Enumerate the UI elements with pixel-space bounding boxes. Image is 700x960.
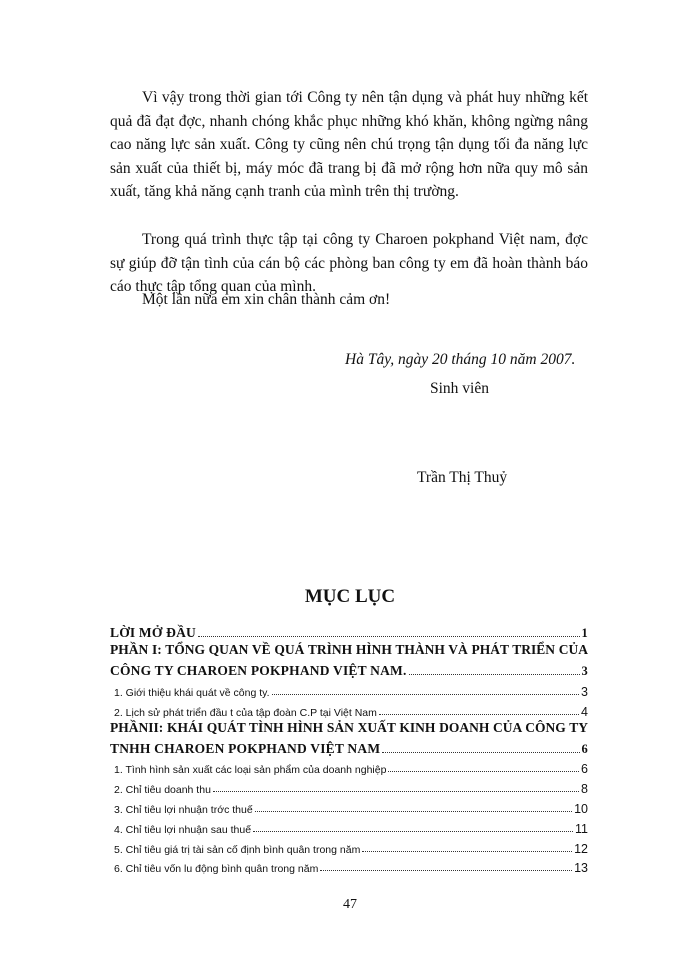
toc-part1-heading: PHẦN I: TỔNG QUAN VỀ QUÁ TRÌNH HÌNH THÀNH VÀ PHÁT TRIỂN CỦA — [110, 642, 588, 657]
toc-entry-text: 1. Tình hình sản xuất các loại sản phẩm của doanh nghiệp — [114, 764, 387, 777]
toc-entry-page: 13 — [574, 861, 588, 876]
toc-leader — [379, 714, 579, 715]
toc-entry-page: 6 — [581, 741, 588, 756]
toc-leader — [272, 694, 580, 695]
toc-entry-text: 5. Chỉ tiêu giá trị tài sản cố định bình quân trong năm — [114, 843, 361, 856]
toc-entry — [110, 816, 588, 836]
toc-entry-page: 10 — [574, 801, 588, 816]
toc-leader — [213, 791, 579, 792]
toc-entry-page: 6 — [581, 762, 588, 777]
toc-leader — [388, 771, 579, 772]
table-of-contents — [110, 621, 588, 875]
toc-entry — [110, 796, 588, 816]
toc-leader — [362, 851, 572, 852]
toc-entry — [110, 699, 588, 719]
toc-entry-page: 12 — [574, 841, 588, 856]
toc-entry-text: 6. Chỉ tiêu vốn lu động bình quân trong năm — [114, 863, 319, 876]
toc-entry-text: CÔNG TY CHAROEN POKPHAND VIỆT NAM. — [110, 663, 407, 678]
toc-part2-heading: PHẦNII: KHÁI QUÁT TÌNH HÌNH SẢN XUẤT KINH DOANH CỦA CÔNG TY — [110, 719, 588, 735]
toc-entry — [110, 776, 588, 796]
thanks-paragraph: Một lần nữa em xin chân thành cảm ơn! — [142, 291, 391, 308]
toc-entry-page: 4 — [581, 704, 588, 719]
signature-name: Trần Thị Thuỷ — [417, 469, 508, 486]
toc-entry-page: 11 — [575, 821, 588, 836]
toc-entry — [110, 836, 588, 856]
signature-role: Sinh viên — [430, 380, 489, 397]
toc-leader — [409, 674, 580, 675]
toc-entry-text: 2. Chỉ tiêu doanh thu — [114, 784, 211, 797]
toc-entry-text: 1. Giới thiệu khái quát về công ty. — [114, 686, 270, 699]
toc-part2-heading-cont — [110, 736, 588, 757]
toc-entry-text: TNHH CHAROEN POKPHAND VIỆT NAM — [110, 740, 381, 756]
place-date: Hà Tây, ngày 20 tháng 10 năm 2007. — [345, 351, 576, 368]
toc-leader — [320, 870, 572, 871]
toc-entry-page: 3 — [581, 684, 588, 699]
toc-entry-text: 4. Chỉ tiêu lợi nhuận sau thuế — [114, 823, 252, 836]
toc-title: MỤC LỤC — [304, 586, 396, 607]
toc-entry-page: 3 — [581, 664, 588, 678]
toc-entry-text: LỜI MỞ ĐẦU — [110, 625, 196, 640]
toc-leader — [382, 752, 579, 753]
toc-entry-page: 8 — [581, 782, 588, 797]
toc-entry-page: 1 — [581, 626, 588, 640]
toc-entry-text: 3. Chỉ tiêu lợi nhuận trớc thuế — [114, 803, 253, 816]
toc-entry — [110, 856, 588, 876]
toc-entry — [110, 757, 588, 777]
toc-leader — [255, 811, 572, 812]
toc-leader — [198, 636, 580, 637]
conclusion-paragraph-1: Vì vậy trong thời gian tới Công ty nên tận dụng và phát huy những kết quả đã đạt đợc, nhanh chóng khắc phục những khó khăn, không ngừng nâng cao năng lực sản xuất. Công ty cũng nên chú trọng tận dụng tối đa năng lực sản xuất của thiết bị, máy móc đã trang bị đã mở rộng hơn nữa quy mô sản xuất, tăng khả năng cạnh tranh của mình trên thị trường. — [110, 89, 588, 200]
toc-entry-text: 2. Lịch sử phát triển đầu t của tập đoàn C.P tại Việt Nam — [114, 706, 377, 719]
toc-part1-heading-cont — [110, 658, 588, 679]
toc-entry — [110, 679, 588, 699]
page-number: 47 — [343, 897, 357, 912]
conclusion-paragraph-2: Trong quá trình thực tập tại công ty Charoen pokphand Việt nam, đợc sự giúp đỡ tận tình của cán bộ các phòng ban công ty em đã hoàn thành báo cáo thực tập tổng quan của mình. — [110, 231, 588, 295]
toc-entry-intro — [110, 621, 588, 641]
toc-leader — [253, 831, 573, 832]
